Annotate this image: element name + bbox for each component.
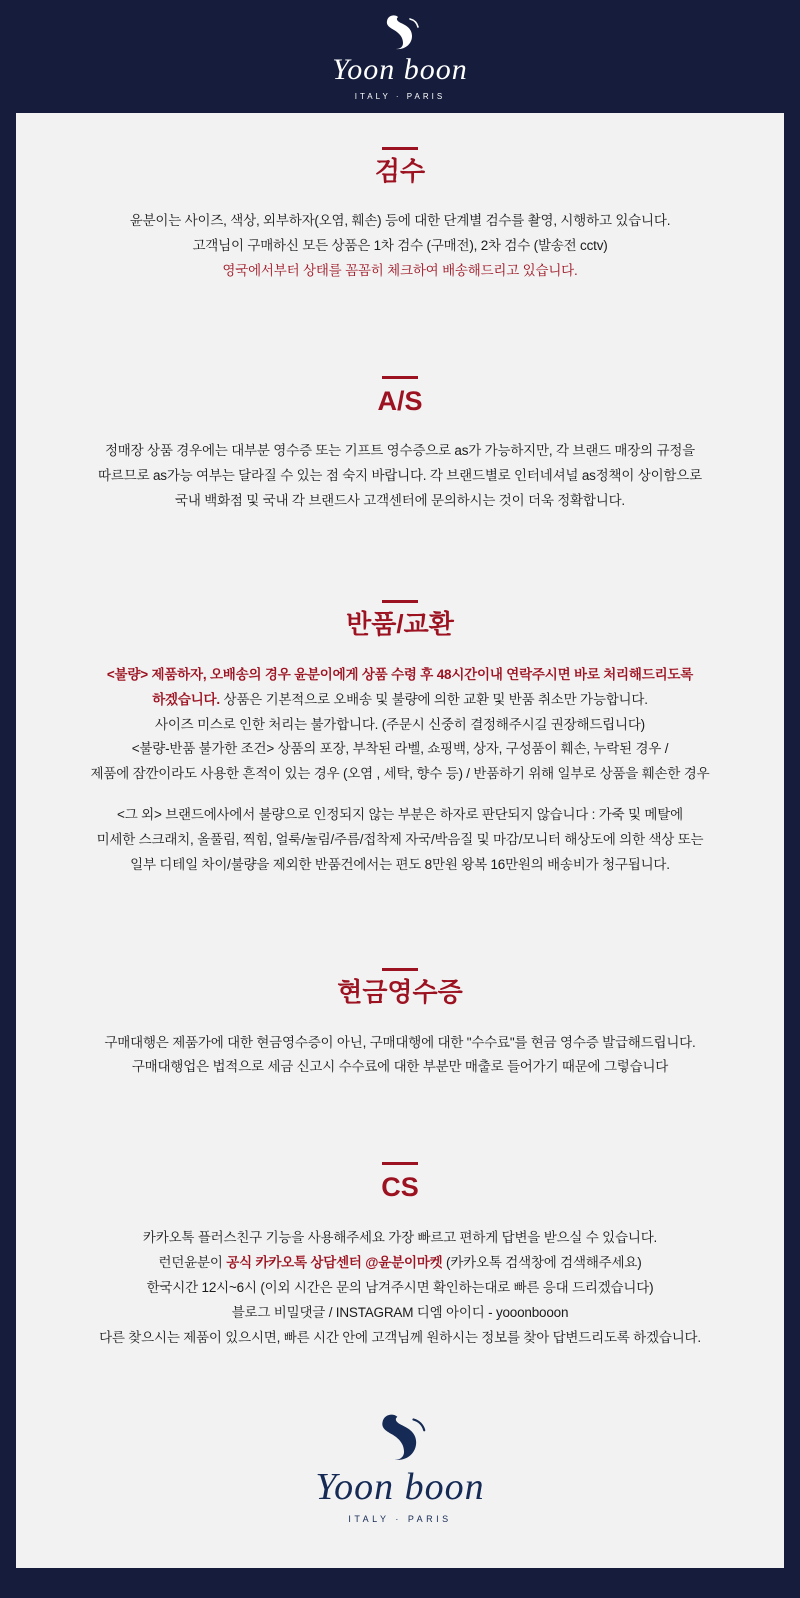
return-line-2 — [44, 688, 756, 713]
section-return-exchange — [16, 600, 784, 878]
cs-line-1: 카카오톡 플러스친구 기능을 사용해주세요 가장 빠르고 편하게 답변을 받으실 수 있습니다. — [142, 1229, 658, 1245]
section-divider — [382, 376, 418, 379]
spacer — [16, 878, 784, 968]
brand-tagline-bottom: ITALY · PARIS — [348, 1513, 452, 1524]
section-cs — [16, 1162, 784, 1350]
return-line-1: <불량> 제품하자, 오배송의 경우 윤분이에게 상품 수령 후 48시간이내 연락주시면 바로 처리해드리도록 — [106, 666, 694, 682]
spacer — [16, 284, 784, 376]
as-line-2: 따르므로 as가능 여부는 달라질 수 있는 점 숙지 바랍니다. 각 브랜드별로 인터네셔널 as정책이 상이함으로 — [98, 468, 702, 484]
footer-band — [0, 1568, 800, 1586]
section-title-cash-receipt: 현금영수증 — [337, 977, 463, 1008]
return-extra-line-2: 미세한 스크래치, 올풀림, 찍힘, 얼룩/눌림/주름/접착제 자국/박음질 및 마감/모니터 해상도에 의한 색상 또는 — [96, 832, 704, 848]
cs-line-2-prefix: 런던윤분이 — [158, 1254, 227, 1270]
section-divider — [382, 1162, 418, 1165]
section-title-return-exchange: 반품/교환 — [346, 609, 454, 640]
inspection-line-1: 윤분이는 사이즈, 색상, 외부하자(오염, 훼손) 등에 대한 단계별 검수를 촬영, 시행하고 있습니다. — [129, 213, 671, 229]
return-line-2-red: 하겠습니다. — [152, 691, 220, 707]
cash-receipt-line-1: 구매대행은 제품가에 대한 현금영수증이 아닌, 구매대행에 대한 "수수료"를 현금 영수증 발급해드립니다. — [104, 1034, 696, 1050]
return-line-2-rest: 상품은 기본적으로 오배송 및 불량에 의한 교환 및 반품 취소만 가능합니다. — [219, 691, 648, 707]
as-line-1: 정매장 상품 경우에는 대부분 영수증 또는 기프트 영수증으로 as가 가능하지만, 각 브랜드 매장의 규정을 — [104, 443, 696, 459]
return-line-3: 사이즈 미스로 인한 처리는 불가합니다. (주문시 신중히 결정해주시길 권장해드립니다) — [155, 716, 645, 732]
swan-logo-icon — [374, 13, 426, 51]
brand-tagline-top: ITALY · PARIS — [354, 91, 446, 101]
section-cash-receipt — [16, 968, 784, 1080]
cash-receipt-line-2: 구매대행업은 법적으로 세금 신고시 수수료에 대한 부분만 매출로 들어가기 때문에 그렇습니다 — [131, 1059, 669, 1075]
footer-brand-logo — [16, 1351, 784, 1568]
content-panel — [16, 113, 784, 1568]
cs-line-2-suffix: (카카오톡 검색창에 검색해주세요) — [442, 1254, 642, 1270]
inspection-line-2: 고객님이 구매하신 모든 상품은 1차 검수 (구매전), 2차 검수 (발송전 cctv) — [192, 238, 608, 254]
section-divider — [382, 968, 418, 971]
section-divider — [382, 147, 418, 150]
swan-logo-icon — [365, 1411, 435, 1463]
cs-line-3: 한국시간 12시~6시 (이외 시간은 문의 남겨주시면 확인하는대로 빠른 응대 드리겠습니다) — [146, 1279, 654, 1295]
cs-line-2 — [44, 1251, 756, 1276]
return-extra-line-1: <그 외> 브랜드에사에서 불량으로 인정되지 않는 부분은 하자로 판단되지 않습니다 : 가죽 및 메탈에 — [117, 807, 683, 823]
section-title-cs: CS — [381, 1172, 419, 1203]
header-brand-band — [0, 0, 800, 113]
brand-name-top: Yoon boon — [332, 52, 468, 86]
brand-logo-top — [332, 13, 467, 101]
inspection-line-3: 영국에서부터 상태를 꼼꼼히 체크하여 배송해드리고 있습니다. — [222, 263, 578, 279]
section-title-as: A/S — [377, 386, 423, 417]
brand-name-bottom: Yoon boon — [315, 1465, 485, 1508]
return-extra-line-3: 일부 디테일 차이/불량을 제외한 반품건에서는 편도 8만원 왕복 16만원의 배송비가 청구됩니다. — [130, 857, 670, 873]
cs-line-5: 다른 찾으시는 제품이 있으시면, 빠른 시간 안에 고객님께 원하시는 정보를 찾아 답변드리도록 하겠습니다. — [99, 1329, 701, 1345]
return-line-4: <불량-반품 불가한 조건> 상품의 포장, 부착된 라벨, 쇼핑백, 상자, 구성품이 훼손, 누락된 경우 / — [131, 741, 669, 757]
spacer — [16, 1080, 784, 1162]
cs-line-2-red: 공식 카카오톡 상담센터 @윤분이마켓 — [226, 1254, 443, 1270]
section-divider — [382, 600, 418, 603]
section-as — [16, 376, 784, 514]
spacer — [16, 514, 784, 600]
return-line-5: 제품에 잠깐이라도 사용한 흔적이 있는 경우 (오염 , 세탁, 향수 등) / 반품하기 위해 일부로 상품을 훼손한 경우 — [90, 766, 710, 782]
as-line-3: 국내 백화점 및 국내 각 브랜드사 고객센터에 문의하시는 것이 더욱 정확합니다. — [175, 493, 625, 509]
cs-line-4: 블로그 비밀댓글 / INSTAGRAM 디엠 아이디 - yooonbooon — [231, 1304, 569, 1320]
section-title-inspection: 검수 — [374, 156, 426, 186]
section-inspection — [16, 147, 784, 284]
